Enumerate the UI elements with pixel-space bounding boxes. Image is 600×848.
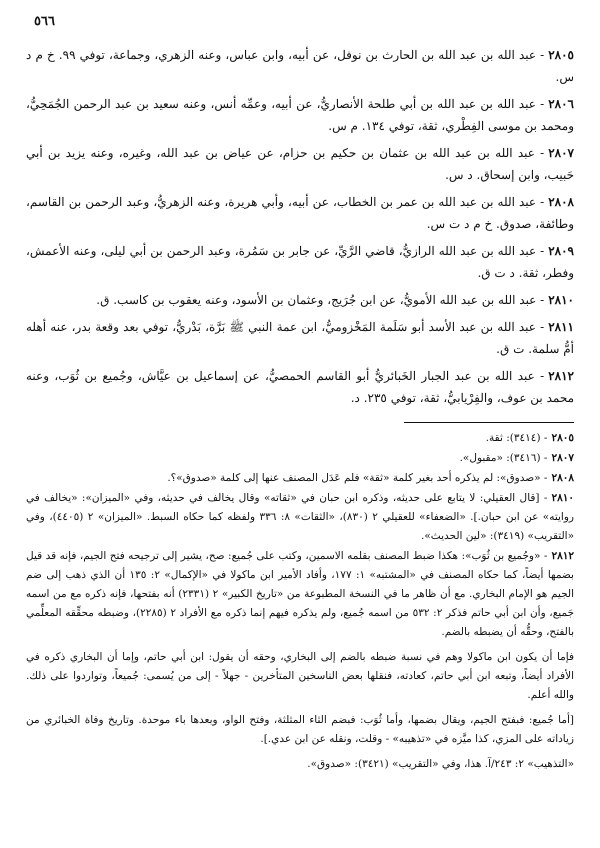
footnote-paragraph: [أما جُميع: فبفتح الجيم، ويقال بضمها، وأما ثُوَب: فبضم الثاء المثلثة، وفتح الواو، وبعدها باء موحدة. وتاريخ وفاة الخبائري من زياداته على المزي، كذا ميَّزه في «تذهيبه» - وقلت، ونقله عن ابن عدي.]. bbox=[26, 714, 574, 745]
entry-number: ٢٨٠٥ bbox=[548, 48, 574, 62]
footnote-paragraph: فإما أن يكون ابن ماكولا وهم في نسبة ضبطه بالضم إلى البخاري، وحقه أن يقول: ابن أبي حاتم، وإما أن البخاري ذكره في الأفراد أيضاً، وتبعه ابن أبي حاتم، كعادته، فنقلها بعض الناسخين المتأخرين - جهلاً - إلى من يُسمى: جُميعاً، وتواردوا على ذلك. والله أعلم. bbox=[26, 651, 574, 701]
footnote-number: ٢٨٠٧ bbox=[551, 452, 574, 464]
entry-text: - عبد الله بن عبد الله بن الحارث بن نوفل، عن أبيه، وابن عباس، وعنه الزهري، وجماعة، توفي ٩٩. خ م د س. bbox=[26, 48, 574, 84]
entry-number: ٢٨١١ bbox=[548, 320, 574, 334]
biography-entry bbox=[26, 191, 574, 238]
entry-number: ٢٨١٢ bbox=[548, 369, 574, 383]
entry-text: - عبد الله بن عبد الله بن عثمان بن حكيم بن حزام، عن عياض بن عبد الله، وغيره، وعنه يزيد بن أبي حَبيب، وابن إسحاق. د س. bbox=[26, 146, 574, 182]
footnotes bbox=[26, 429, 574, 774]
entry-number: ٢٨٠٧ bbox=[548, 146, 574, 160]
entry-text: - عبد الله بن عبد الجبار الخَبائريُّ أبو القاسم الحمصيُّ، عن إسماعيل بن عيَّاش، وجُميع بن ثُوَب، وعنه محمد بن عوف، والفِرْيابيُّ، ثقة، توفي ٢٣٥. د. bbox=[26, 369, 574, 405]
biography-entry bbox=[26, 365, 574, 412]
footnote-number: ٢٨١٢ bbox=[551, 550, 574, 562]
footnote-number: ٢٨٠٨ bbox=[551, 472, 574, 484]
entry-text: - عبد الله بن عبد الله بن عمر بن الخطاب، عن أبيه، وأبي هريرة، وعنه الزهريُّ، وعبد الرحمن بن القاسم، وطائفة، صدوق. خ م د ت س. bbox=[26, 195, 574, 231]
footnote-text: - [قال العقيلي: لا يتابع على حديثه، وذكره ابن حبان في «ثقاته» وقال يخالف في حديثه، وفي «الميزان»: «يخالف في روايته» عن ابن حبان.]. «الضعفاء» للعقيلي ٢ (٨٣٠)، «الثقات» ٨: ٣٣٦ ولفظه كما حكاه السبط. «الميزان» ٢ (٤٤٠٥)، وفي «التقريب» (٣٤١٩): «لين الحديث». bbox=[26, 492, 574, 542]
footnote-text: - (٣٤١٤): ثقة. bbox=[485, 432, 548, 444]
footnote bbox=[26, 469, 574, 488]
biography-entry bbox=[26, 240, 574, 287]
footnote-paragraph: «التذهيب» ٢: ٢٤٣/آ. هذا، وفي «التقريب» (٣٤٢١): «صدوق». bbox=[307, 758, 574, 770]
entries-list bbox=[26, 44, 574, 412]
biography-entry bbox=[26, 316, 574, 363]
biography-entry bbox=[26, 289, 574, 314]
footnote-divider bbox=[404, 422, 574, 423]
entry-number: ٢٨٠٨ bbox=[548, 195, 574, 209]
entry-text: - عبد الله بن عبد الله بن أبي طلحة الأنصاريُّ، عن أبيه، وعمِّه أنس، وعنه سعيد بن عبد الرحمن الجُمَحِيُّ، ومحمد بن موسى الفِطْري، ثقة، توفي ١٣٤. م س. bbox=[26, 97, 574, 133]
entry-text: - عبد الله بن عبد الأسد أبو سَلَمة المَخْزوميُّ، ابن عمة النبي ﷺ بَرَّة، بَدْريُّ، توفي بعد وقعة بدر، عنه أهله أمُّ سلمة. ت ق. bbox=[26, 320, 574, 356]
entry-number: ٢٨٠٩ bbox=[548, 244, 574, 258]
footnote-number: ٢٨٠٥ bbox=[551, 432, 574, 444]
entry-text: - عبد الله بن عبد الله الرازيُّ، قاضي الرَّيِّ، عن جابر بن سَمُرة، وعبد الرحمن بن أبي ليلى، وعنه الأعمش، وفطر، ثقة. د ت ق. bbox=[26, 244, 574, 280]
entry-number: ٢٨١٠ bbox=[548, 293, 574, 307]
footnote bbox=[26, 489, 574, 546]
footnote bbox=[26, 547, 574, 642]
page-number: ٥٦٦ bbox=[34, 14, 55, 29]
biography-entry bbox=[26, 44, 574, 91]
biography-entry bbox=[26, 93, 574, 140]
entry-number: ٢٨٠٦ bbox=[548, 97, 574, 111]
footnote-number: ٢٨١٠ bbox=[551, 492, 574, 504]
entry-text: - عبد الله بن عبد الله الأمويُّ، عن ابن جُرَيج، وعثمان بن الأسود، وعنه يعقوب بن كاسب. ق. bbox=[96, 293, 545, 307]
footnote-text: - «وجُميع بن ثُوَب»: هكذا ضبط المصنف بقلمه الاسمين، وكتب على جُميع: صح، يشير إلى ترجيحه فتح الجيم، فإنه قد قيل بضمها أيضاً، كما حكاه المصنف في «المشتبه» ١: ١٧٧، وأفاد الأمير ابن ماكولا في «الإكمال» ٢: ١٣٥ أن الذي ذهب إلى ضم الجيم هو الإمام البخاري. مع أن ظاهر ما في النسخة المطبوعة من «تاريخ الكبير» ٢ (٢٣٣١) أنه بفتحها، فإنه ذكره مع من اسمه جَميع، وأن ابن أبي حاتم فذكر ٢: ٥٣٢ من اسمه جُميع، ولم يذكره فيهم إنما ذكره مع الأفراد ٢ (٢٢٨٥)، وضبطه محقِّقه المعلِّمي بالفتح، وحقُّه أن يضبطه بالضم. bbox=[26, 550, 575, 638]
footnote bbox=[26, 429, 574, 448]
footnote bbox=[26, 449, 574, 468]
biography-entry bbox=[26, 142, 574, 189]
footnote-text: - «صدوق»: لم يذكره أحد بغير كلمة «ثقة» فلم عَدَل المصنف عنها إلى كلمة «صدوق»؟. bbox=[167, 472, 548, 484]
footnote-text: - (٣٤١٦): «مقبول». bbox=[459, 452, 548, 464]
